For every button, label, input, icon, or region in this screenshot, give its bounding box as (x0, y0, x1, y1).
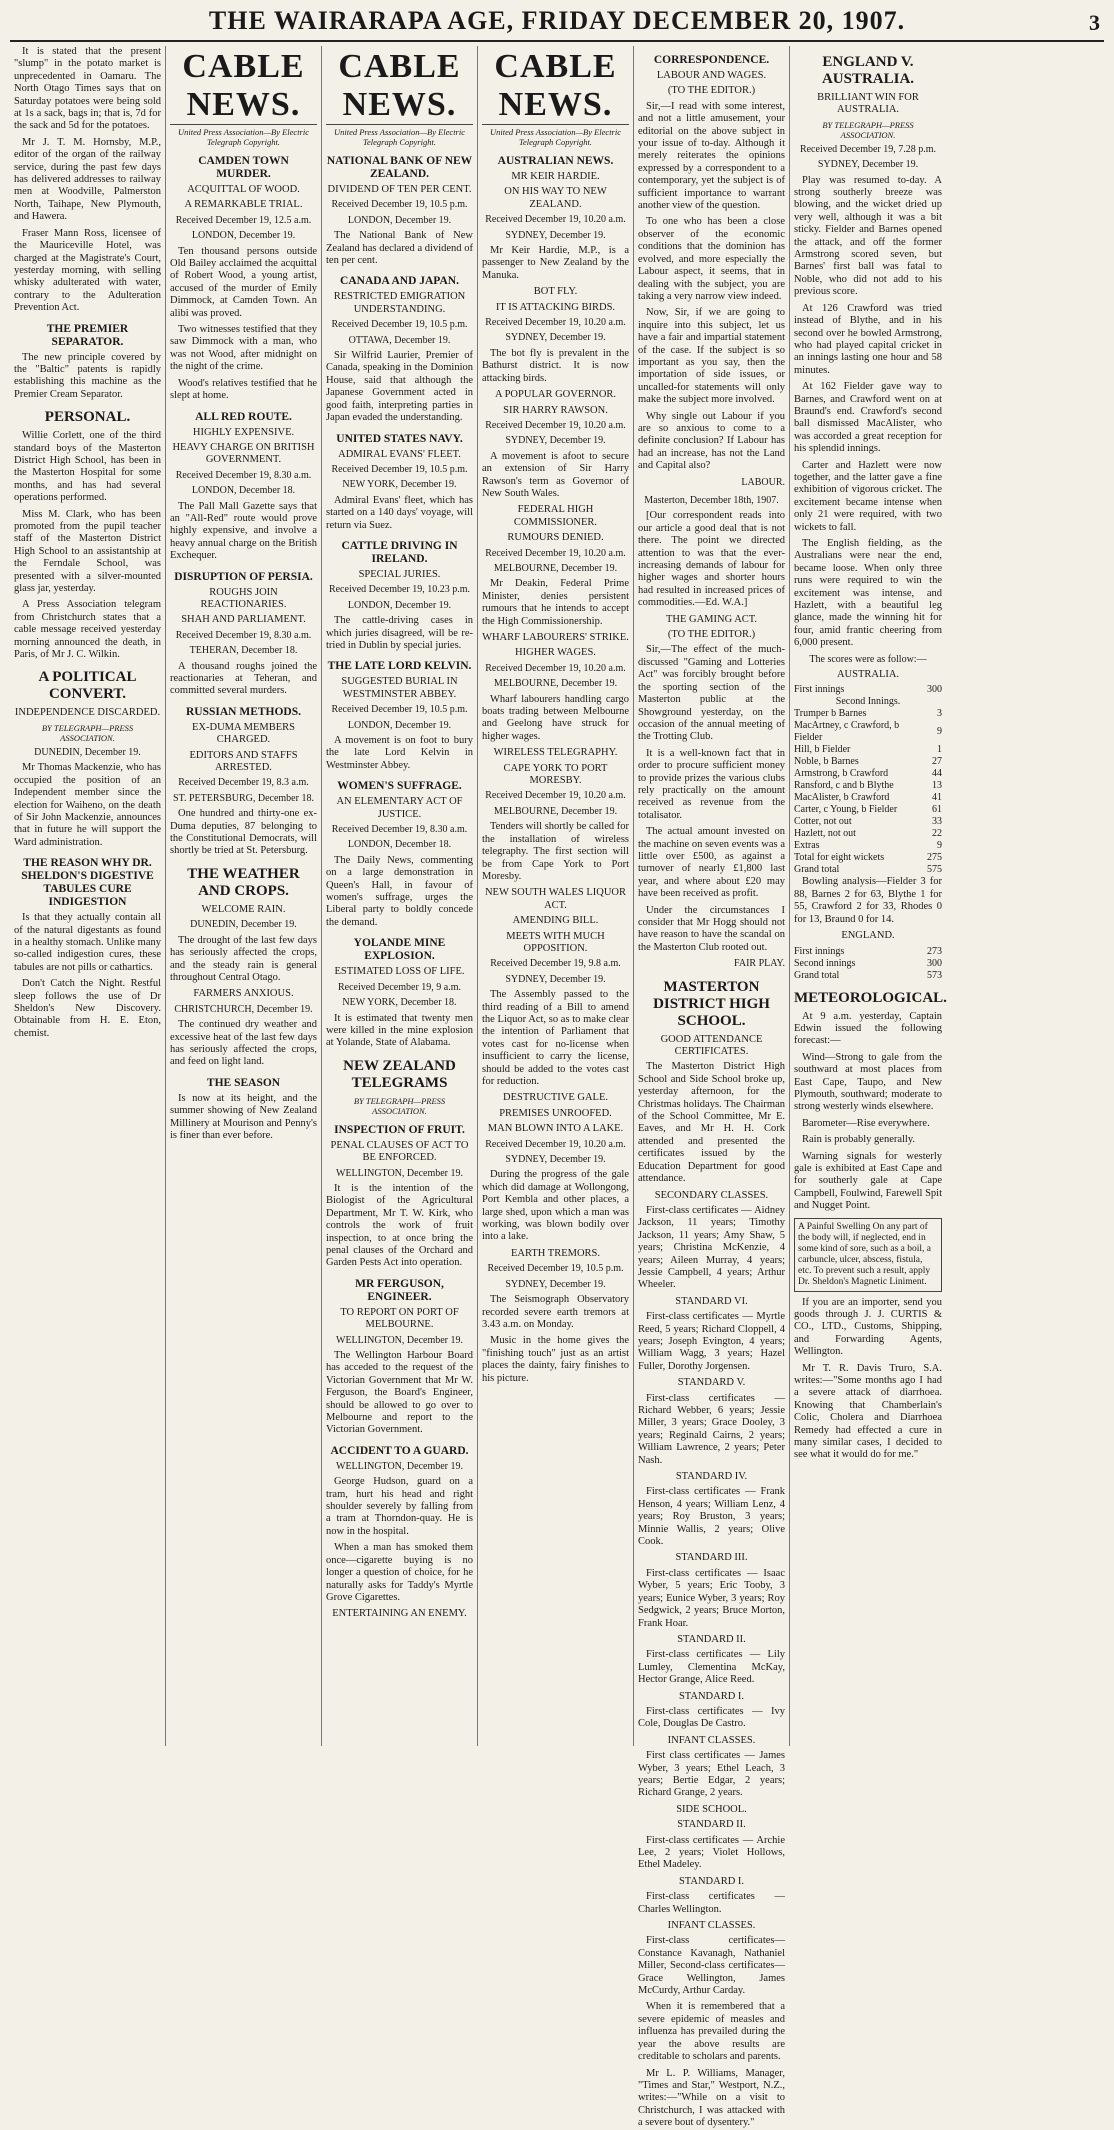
dateline: SYDNEY, December 19. (505, 435, 606, 447)
heading-correspondence: CORRESPONDENCE. (653, 54, 770, 66)
subheading: (TO THE EDITOR.) (667, 85, 756, 97)
subheading: CAPE YORK TO PORT MORESBY. (503, 762, 608, 787)
article-hornsby: Mr J. T. M. Hornsby, M.P., editor of the organ of the railway service, during the past few days has delivered addresses to railway men at Woodville, Palmerston North, Taihape, New Plymouth, and Hawera. (14, 136, 161, 223)
heading-canada-japan: CANADA AND JAPAN. (340, 275, 459, 288)
column-3 (322, 46, 478, 1746)
subheading: SHAH AND PARLIAMENT. (181, 614, 306, 626)
subheading: BOT FLY. (533, 286, 578, 298)
received-line: Received December 19, 10.20 a.m. (485, 1138, 626, 1150)
dateline: MELBOURNE, December 19. (493, 805, 618, 817)
letter-body: Under the circumstances I consider that Mr Hogg should not have reason to have the scandal on the Masterton Club rooted out. (638, 904, 785, 953)
subheading: ON HIS WAY TO NEW ZEALAND. (504, 186, 607, 210)
class-heading: STANDARD II. (677, 1819, 746, 1831)
row-value: 575 (927, 864, 942, 876)
subheading: EARTH TREMORS. (510, 1247, 601, 1259)
credit-line: United Press Association—By Electric Telegraph Copyright. (177, 127, 310, 147)
class-heading: SECONDARY CLASSES. (654, 1189, 769, 1201)
received-line: Received December 19, 10.20 a.m. (485, 790, 626, 802)
forecast-body: Warning signals for westerly gale is exhibited at East Cape and for southerly gale at Cape Campbell, Foulwind, Farewell Spit and Nugget Point. (794, 1150, 942, 1212)
article-body: Tenders will shortly be called for the installation of wireless telegraphy. The first section will be from Cape York to Port Moresby. (482, 821, 629, 882)
dateline: SYDNEY, December 19. (505, 1154, 606, 1166)
dateline: WELLINGTON, December 19. (336, 1334, 463, 1346)
row-value: 300 (927, 957, 942, 969)
ad-curtis: If you are an importer, send you goods through J. J. CURTIS & CO., LTD., Customs, Shipping, and Forwarding Agents, Wellington. (794, 1296, 942, 1358)
article-mackenzie: Mr Thomas Mackenzie, who has occupied the position of an Independent member since the election for Waiheno, on the death of Sir John Mackenzie, announces that in future he will support the Ward administration. (14, 762, 161, 848)
banner-cable-news: CABLE NEWS. (170, 48, 317, 125)
class-heading: STANDARD VI. (675, 1295, 748, 1307)
article-body: Ten thousand persons outside Old Bailey acclaimed the acquittal of Robert Wood, a young artist, accused of the murder of Emily Dimmock, at Camden Town. An alibi was proved. (170, 245, 317, 319)
credit-line: BY TELEGRAPH—PRESS ASSOCIATION. (41, 722, 134, 743)
subheading: THE GAMING ACT. (665, 613, 758, 625)
subheading: DIVIDEND OF TEN PER CENT. (327, 184, 472, 195)
article-body: Sir Wilfrid Laurier, Premier of Canada, speaking in the Dominion House, said that although the Japanese Government acted in good faith, interpreting parties in Japan evaded the understanding. (326, 350, 473, 424)
column-1 (10, 46, 166, 1746)
subheading: LABOUR AND WAGES. (656, 70, 767, 81)
article-potato-slump: It is stated that the present "slump" in the potato market is unprecedented in Oamaru. The North Otago Times says that on Saturday potatoes were being sold at 1s a sack, bags in; that is, 7d for the sack and 5d for the potatoes. (14, 46, 161, 132)
scores-intro: The scores were as follow:— (809, 653, 927, 665)
dateline: LONDON, December 18. (191, 485, 296, 497)
forecast-body: Wind—Strong to gale from the southward at most places from East Cape, Taupo, and New Plymouth, southward; moderate to strong westerly winds elsewhere. (794, 1051, 942, 1113)
received-line: Received December 19, 8.3 a.m. (178, 777, 309, 789)
dateline: OTTAWA, December 19. (348, 334, 451, 346)
heading-season: THE SEASON (206, 1076, 281, 1089)
class-heading: SIDE SCHOOL. (676, 1803, 747, 1815)
banner-cable-news: CABLE NEWS. (326, 48, 473, 125)
table-row (794, 804, 942, 816)
batsman-name: Hill, b Fielder (794, 744, 851, 756)
certificate-list: First-class certificates—Constance Kavanagh, Nathaniel Miller, Second-class certificates—Grace Wellington, James McCurdy, Arthur Carday. (638, 1935, 785, 1997)
dateline: SYDNEY, December 19. (505, 973, 606, 985)
row-label: First innings (794, 945, 845, 957)
article-corlett: Willie Corlett, one of the third standard boys of the Masterton District High School, has been in the Masterton Hospital for some months, and has had several operations performed. (14, 430, 161, 504)
heading-political-convert: A POLITICAL CONVERT. (38, 669, 137, 703)
class-heading: INFANT CLASSES. (667, 1920, 756, 1932)
batsman-name: Ransford, c and b Blythe (794, 780, 894, 792)
subheading: EX-DUMA MEMBERS CHARGED. (192, 721, 295, 746)
batsman-name: MacAlister, b Crawford (794, 792, 890, 804)
article-body: Wharf labourers handling cargo boats trading between Melbourne and Geelong have struck for higher wages. (482, 693, 629, 742)
received-line: Received December 19, 10.20 a.m. (485, 547, 626, 559)
subheading: BRILLIANT WIN FOR AUSTRALIA. (817, 92, 919, 116)
subheading: (TO THE EDITOR.) (667, 629, 756, 641)
received-line: Received December 19, 10.5 p.m. (331, 463, 468, 475)
subheading: A POPULAR GOVERNOR. (494, 389, 617, 401)
heading-premier-separator: THE PREMIER SEPARATOR. (46, 322, 129, 348)
row-label: First innings (794, 684, 845, 696)
subheading: MR KEIR HARDIE. (511, 171, 600, 182)
letter-body: To one who has been a close observer of the economic conditions that the dominion has evolved, and more especially the Labour aspect, it seems, that in dealing with the subject, you are taking a very narrow view indeed. (638, 216, 785, 302)
batsman-runs: 44 (932, 768, 942, 780)
subheading: HIGHLY EXPENSIVE. (192, 426, 295, 438)
subheading: A REMARKABLE TRIAL. (184, 199, 303, 211)
letter-body: It is a well-known fact that in order to procure sufficient money to provide prizes the various clubs rely practically on the amount received as revenue from the totalisator. (638, 747, 785, 821)
subheading: PENAL CLAUSES OF ACT TO BE ENFORCED. (330, 1139, 469, 1164)
class-heading: STANDARD II. (677, 1633, 746, 1645)
class-heading: INFANT CLASSES. (667, 1734, 756, 1746)
row-label: Total for eight wickets (794, 852, 885, 864)
table-row (794, 756, 942, 768)
letter-body: Now, Sir, if we are going to inquire into this subject, let us have a fair and impartial statement of the case. If the subject is so important as you say, then the importation of side issues, or uncalled-for statements will only make the subject more involved. (638, 307, 785, 406)
heading-england-australia: ENGLAND V. AUSTRALIA. (821, 54, 915, 87)
forecast-body: At 9 a.m. yesterday, Captain Edwin issued the following forecast:— (794, 1010, 942, 1047)
article-body: A movement is on foot to bury the late Lord Kelvin in Westminster Abbey. (326, 735, 473, 771)
letter-body: Sir,—The effect of the much-discussed "Gaming and Lotteries Act" was forcibly brought before the sporting section of the Masterton public at the Showground yesterday, on the occasion of the annual meeting of the Trotting Club. (638, 644, 785, 743)
batsman-runs: 9 (937, 840, 942, 852)
received-line: Received December 19, 8.30 a.m. (175, 469, 312, 481)
article-clark: Miss M. Clark, who has been promoted from the pupil teacher staff of the Masterton District High School to an assistantship at the Ferndale School, was presented with a silver-mounted glass jar, yesterday. (14, 508, 161, 595)
forecast-body: Barometer—Rise everywhere. (802, 1117, 930, 1129)
table-row (794, 684, 942, 696)
batsman-name: Cotter, not out (794, 816, 852, 828)
dateline: LONDON, December 19. (347, 599, 452, 611)
received-line: Received December 19, 10.20 a.m. (485, 419, 626, 431)
article-wilkin: A Press Association telegram from Christchurch states that a cable message received yesterday morning announced the death, in Paris, of Mr J. C. Wilkin. (14, 599, 161, 661)
received-line: Received December 19, 8.30 a.m. (331, 824, 468, 836)
team-heading-england: ENGLAND. (841, 930, 895, 942)
table-row (794, 864, 942, 876)
batsman-name: Carter, c Young, b Fielder (794, 804, 898, 816)
article-ross-charge: Fraser Mann Ross, licensee of the Mauriceville Hotel, was charged at the Magistrate's Court, yesterday morning, with selling whisky adulterated with water, contrary to the Adulteration Prevention Act. (14, 227, 161, 314)
article-body: Mr Deakin, Federal Prime Minister, denies persistent rumours that he intends to accept the High Commissionership. (482, 578, 629, 627)
article-body: The Daily News, commenting on a large demonstration in Queen's Hall, in favour of women's suffrage, urges the Liberal party to boldly concede the demand. (326, 854, 473, 928)
dateline: LONDON, December 19. (347, 214, 452, 226)
batsman-runs: 61 (932, 804, 942, 816)
batsman-runs: 33 (932, 816, 942, 828)
table-row (794, 768, 942, 780)
team-heading-australia: AUSTRALIA. (836, 669, 900, 681)
dateline: SYDNEY, December 19. (505, 1278, 606, 1290)
ad-music: Music in the home gives the "finishing touch" just as an artist places the dainty, fairy finishes to his picture. (482, 1335, 629, 1384)
certificate-list: First-class certificates — Lily Lumley, Clementina McKay, Hector Grange, Alice Reed. (638, 1649, 785, 1686)
letter-signature: LABOUR. (741, 476, 785, 488)
heading-nz-telegrams: NEW ZEALAND TELEGRAMS (343, 1057, 456, 1091)
row-label: Grand total (794, 864, 840, 876)
dateline: SYDNEY, December 19. (817, 159, 919, 171)
banner-cable-news: CABLE NEWS. (482, 48, 629, 125)
table-row (794, 852, 942, 864)
heading-lord-kelvin: THE LATE LORD KELVIN. (327, 660, 472, 673)
heading-us-navy: UNITED STATES NAVY. (336, 432, 463, 445)
heading-australian-news: AUSTRALIAN NEWS. (497, 155, 614, 167)
subheading: ENTERTAINING AN ENEMY. (332, 1608, 467, 1620)
subheading: ACQUITTAL OF WOOD. (187, 184, 300, 195)
received-line: Received December 19, 10.5 p.m. (331, 704, 468, 716)
dateline: LONDON, December 18. (347, 839, 452, 851)
dateline: NEW YORK, December 18. (342, 997, 457, 1009)
article-body: Play was resumed to-day. A strong southerly breeze was blowing, and the wicket dried up very well, although it was a bit sticky. Fielder and Barnes opened the attack, and off the former Armstrong scored seven, but Barnes' first ball was fatal to Noble, who did not add to his previous score. (794, 174, 942, 298)
scoreboard-england (794, 946, 942, 982)
table-row (794, 970, 942, 982)
subheading: SUGGESTED BURIAL IN WESTMINSTER ABBEY. (341, 676, 458, 700)
dateline: MELBOURNE, December 19. (493, 562, 618, 574)
heading-russian-methods: RUSSIAN METHODS. (185, 705, 302, 718)
editor-note: [Our correspondent reads into our article a good deal that is not there. The point we directed attention to was that the ever-increasing demands of labour for higher wages and shorter hours had resulted in increased prices of commodities.—Ed. W.A.] (638, 510, 785, 609)
class-heading: STANDARD III. (675, 1552, 748, 1564)
table-row (794, 780, 942, 792)
certificate-list: First-class certificates — Frank Henson, 4 years; William Lenz, 4 years; Roy Bruston, 3 years; Minnie Wallis, 2 years; Olive Cook. (638, 1486, 785, 1548)
subheading: WHARF LABOURERS' STRIKE. (482, 632, 629, 643)
subheading: DESTRUCTIVE GALE. (503, 1092, 608, 1104)
subheading: SPECIAL JURIES. (358, 568, 441, 580)
table-row (794, 946, 942, 958)
received-line: Received December 19, 10.5 p.m. (331, 199, 468, 211)
certificate-list: First-class certificates — Richard Webber, 6 years; Jessie Miller, 3 years; Grace Dooley, 3 years; Reginald Cairns, 2 years; William Lawrence, 2 years; Peter Nash. (638, 1392, 785, 1466)
batsman-name: Hazlett, not out (794, 828, 856, 840)
received-line: Received December 19, 10.23 p.m. (328, 584, 471, 596)
class-heading: STANDARD I. (678, 1875, 745, 1887)
batsman-runs: 1 (937, 744, 942, 756)
ad-cigarettes: When a man has smoked them once—cigarette buying is no longer a question of choice, for he naturally asks for Taddy's Myrtle Grove Cigarettes. (326, 1542, 473, 1603)
table-row (794, 708, 942, 720)
certificate-list: First-class certificates — Isaac Wyber, 5 years; Eric Tooby, 3 years; Eunice Wyber, 3 years; Roy Sedgwick, 2 years; Bruce Morton, Frank Hoar. (638, 1567, 785, 1629)
ad-millinery: Is now at its height, and the summer showing of New Zealand Millinery at Mourison and Penny's is finer than ever before. (170, 1092, 317, 1141)
dateline: WELLINGTON, December 19. (336, 1167, 463, 1179)
heading-high-school: MASTERTON DISTRICT HIGH SCHOOL. (653, 978, 770, 1029)
ad-sheldon-discovery: Don't Catch the Night. Restful sleep follows the use of Dr Sheldon's New Discovery. Obtainable from H. E. Eton, chemist. (14, 978, 161, 1039)
batsman-runs: 13 (932, 780, 942, 792)
subheading: RESTRICTED EMIGRATION UNDERSTANDING. (333, 291, 466, 315)
letter-signature: FAIR PLAY. (734, 958, 785, 970)
heading-sheldon-tabules: THE REASON WHY DR. SHELDON'S DIGESTIVE TABULES CURE INDIGESTION (21, 857, 154, 909)
heading-yolande-mine: YOLANDE MINE EXPLOSION. (353, 937, 446, 963)
masthead-title: THE WAIRARAPA AGE, FRIDAY DECEMBER 20, 1907. (208, 6, 906, 35)
subheading-independence: INDEPENDENCE DISCARDED. (14, 707, 161, 719)
ad-sheldon-tabules: Is that they actually contain all of the natural digestants as found in a healthy stomach. Unlike many so-called indigestion cures, these tabules are not pills or cathartics. (14, 912, 161, 973)
subheading: AMENDING BILL. (512, 915, 599, 927)
column-5 (634, 46, 790, 2129)
subheading: ADMIRAL EVANS' FLEET. (338, 448, 461, 460)
article-body: The Wellington Harbour Board has acceded to the request of the Victorian Government that Mr W. Ferguson, the Board's Engineer, should be allowed to go over to Melbourne and report to the Victorian Government. (326, 1350, 473, 1436)
subheading: RUMOURS DENIED. (507, 532, 604, 544)
table-row (794, 744, 942, 756)
batsman-name: Trumper b Barnes (794, 708, 867, 720)
heading-cattle-driving: CATTLE DRIVING IN IRELAND. (341, 539, 458, 565)
subheading: ESTIMATED LOSS OF LIFE. (334, 966, 465, 978)
letter-date: Masterton, December 18th, 1907. (644, 495, 779, 506)
page-number: 3 (1089, 10, 1100, 35)
certificate-list: First-class certificates — Aidney Jackson, 11 years; Timothy Jackson, 11 years; Amy Shaw, 5 years; Christina McKenzie, 4 years; Aileen Murray, 4 years; Jessie Campbell, 4 years; Arthur Wheeler. (638, 1204, 785, 1291)
table-row (794, 958, 942, 970)
article-body: The Masterton District High School and Side School broke up, yesterday afternoon, for the Christmas holidays. The Chairman of the School Committee, Mr E. Eaves, and Mr H. H. Cork attended and presented the certificates issued by the Education Department for good attendance. (638, 1061, 785, 1185)
subheading: TO REPORT ON PORT OF MELBOURNE. (340, 1306, 459, 1331)
ad-testimonial: Mr L. P. Williams, Manager, "Times and Star," Westport, N.Z., writes:—"While on a visit to Christchurch, I was attacked with a severe bout of dysentery." (638, 2067, 785, 2129)
received-line: Received December 19, 8.30 a.m. (175, 629, 312, 641)
dateline: SYDNEY, December 19. (505, 332, 606, 344)
batsman-runs: 27 (932, 756, 942, 768)
article-body: It is estimated that twenty men were killed in the mine explosion at Yolande, State of Alabama. (326, 1012, 473, 1049)
column-6 (790, 46, 946, 1746)
dateline: MELBOURNE, December 19. (493, 678, 618, 690)
subheading: EDITORS AND STAFFS ARRESTED. (189, 749, 298, 774)
heading-womens-suffrage: WOMEN'S SUFFRAGE. (337, 780, 462, 793)
batsman-runs: 22 (932, 828, 942, 840)
batsman-name: Extras (794, 840, 820, 852)
dateline: WELLINGTON, December 19. (336, 1460, 463, 1472)
dateline: CHRISTCHURCH, December 19. (174, 1003, 313, 1015)
batsman-runs: 41 (932, 792, 942, 804)
dateline: TEHERAN, December 18. (189, 645, 298, 657)
article-body: During the progress of the gale which did damage at Wollongong, Port Kembla and other places, a large shed, upon which a man was working, was blown bodily over into a lake. (482, 1169, 629, 1243)
dateline: SYDNEY, December 19. (505, 229, 606, 241)
subheading: NEW SOUTH WALES LIQUOR ACT. (484, 887, 627, 911)
dateline: LONDON, December 19. (191, 230, 296, 242)
article-body: Carter and Hazlett were now together, and the latter gave a fine exhibition of vigorous cricket. The excitement became intense when only 21 were required, with two wickets to fall. (794, 459, 942, 533)
dateline: LONDON, December 19. (347, 719, 452, 731)
article-body: The cattle-driving cases in which juries disagreed, will be re-tried in Dublin by special juries. (326, 615, 473, 651)
heading-all-red-route: ALL RED ROUTE. (195, 410, 292, 423)
subheading: GOOD ATTENDANCE CERTIFICATES. (660, 1033, 763, 1058)
subheading: MEETS WITH MUCH OPPOSITION. (506, 930, 605, 954)
ad-testimonial: Mr T. R. Davis Truro, S.A. writes:—"Some months ago I had a severe attack of diarrhoea. Knowing that Chamberlain's Colic, Cholera and Diarrhoea Remedy had effected a cure in many similar cases, I decided to see what it would do for me." (794, 1362, 942, 1461)
article-body: A movement is afoot to secure an extension of Sir Harry Rawson's term as Governor of New South Wales. (482, 450, 629, 499)
row-value: 273 (927, 945, 942, 957)
class-heading: STANDARD IV. (675, 1471, 748, 1483)
row-value: 300 (927, 684, 942, 696)
credit-line: United Press Association—By Electric Telegraph Copyright. (333, 127, 466, 147)
dateline: ST. PETERSBURG, December 18. (173, 792, 314, 804)
article-body: The continued dry weather and excessive heat of the last few days has seriously affected the crops, and feed on light land. (170, 1019, 317, 1068)
batsman-name: Armstrong, b Crawford (794, 768, 889, 780)
heading-national-bank: NATIONAL BANK OF NEW ZEALAND. (326, 155, 473, 180)
batsman-name: Noble, b Barnes (794, 756, 859, 768)
row-value: 573 (927, 969, 942, 981)
article-body: The National Bank of New Zealand has declared a dividend of ten per cent. (326, 230, 473, 267)
article-body: The Pall Mall Gazette says that an "All-Red" route would prove highly expensive, and involve a heavy annual charge on the British Exchequer. (170, 500, 317, 562)
letter-body: Why single out Labour if you are so anxious to come to a definite conclusion? If Labour has had an increase, has not the Land and Capital also? (638, 410, 785, 472)
subheading: FEDERAL HIGH COMMISSIONER. (513, 504, 598, 528)
scoreboard-australia (794, 684, 942, 876)
class-heading: STANDARD I. (678, 1690, 745, 1702)
credit-line: BY TELEGRAPH—PRESS ASSOCIATION. (353, 1095, 446, 1116)
subheading: AN ELEMENTARY ACT OF JUSTICE. (336, 796, 463, 820)
received-line: Received December 19, 12.5 a.m. (175, 214, 312, 226)
article-body: The English fielding, as the Australians were near the end, became loose. When only three runs were required to win the excitement was intense, and Hazlett, with a beautiful leg glance, made the winning hit for four, amid frantic cheering from 6,000 present. (794, 538, 942, 649)
dateline: DUNEDIN, December 19. (34, 746, 141, 758)
dateline: DUNEDIN, December 19. (190, 919, 297, 931)
article-body: The bot fly is prevalent in the Bathurst district. It is now attacking birds. (482, 347, 629, 384)
table-row (794, 720, 942, 744)
column-2 (166, 46, 322, 1746)
heading-persia: DISRUPTION OF PERSIA. (174, 570, 313, 583)
certificate-list: First-class certificates — Charles Wellington. (638, 1891, 785, 1915)
received-line: Received December 19, 9.8 a.m. (490, 958, 621, 970)
subheading: ROUGHS JOIN REACTIONARIES. (200, 586, 287, 610)
row-label: Second innings (794, 957, 856, 969)
certificate-list: First-class certificates — Myrtle Reed, 5 years; Richard Cloppell, 4 years; Joseph Evington, 4 years; William Wagg, 3 years; Hazel Fuller, Dorothy Jorgensen. (638, 1311, 785, 1372)
article-body: The drought of the last few days has seriously affected the crops, and the steady rain is general throughout Central Otago. (170, 934, 317, 983)
subheading: MAN BLOWN INTO A LAKE. (487, 1123, 624, 1135)
article-body: The Seismograph Observatory recorded severe earth tremors at 3.43 a.m. on Monday. (482, 1294, 629, 1330)
article-body: Mr Keir Hardie, M.P., is a passenger to New Zealand by the Manuka. (482, 245, 629, 281)
received-line: Received December 19, 10.20 a.m. (485, 317, 626, 329)
subheading: IT IS ATTACKING BIRDS. (495, 301, 616, 313)
certificate-list: First-class certificates — Ivy Cole, Douglas De Castro. (638, 1705, 785, 1730)
heading-guard-accident: ACCIDENT TO A GUARD. (330, 1444, 469, 1457)
received-line: Received December 19, 10.5 p.m. (487, 1263, 624, 1275)
heading-camden-murder: CAMDEN TOWN MURDER. (198, 155, 289, 180)
table-row (794, 816, 942, 828)
credit-line: United Press Association—By Electric Telegraph Copyright. (489, 127, 622, 147)
received-line: Received December 19, 10.20 a.m. (485, 214, 626, 226)
row-value: 275 (927, 852, 942, 864)
article-body: Two witnesses testified that they saw Dimmock with a man, who was not Wood, after midnight on the night of the crime. (170, 324, 317, 373)
article-body: A thousand roughs joined the reactionaries at Teheran, and committed several murders. (170, 660, 317, 697)
subheading: PREMISES UNROOFED. (499, 1107, 612, 1119)
subheading: WIRELESS TELEGRAPHY. (493, 747, 618, 759)
article-body: At 126 Crawford was tried instead of Blythe, and in his second over he bowled Armstrong, who had played capital cricket in an innings lasting one hour and 58 minutes. (794, 302, 942, 376)
batsman-runs: 9 (937, 726, 942, 738)
row-label: Grand total (794, 969, 840, 981)
table-row (794, 828, 942, 840)
subheading: WELCOME RAIN. (201, 903, 286, 915)
ad-baltic-separator: The new principle covered by the "Baltic" patents is rapidly establishing this machine as the Premier Cream Separator. (14, 351, 161, 400)
received-line: Received December 19, 10.20 a.m. (485, 662, 626, 674)
heading-meteorological: METEOROLOGICAL. (794, 989, 947, 1006)
received-line: Received December 19, 7.28 p.m. (799, 143, 937, 155)
class-heading: STANDARD V. (677, 1377, 746, 1389)
article-body: Admiral Evans' fleet, which has started on a 140 days' voyage, will return via Suez. (326, 494, 473, 531)
article-body: When it is remembered that a severe epidemic of measles and influenza has prevailed during the year the above results are creditable to scholars and parents. (638, 2001, 785, 2063)
bowling-analysis: Bowling analysis—Fielder 3 for 88, Barnes 2 for 63, Blythe 1 for 55, Crawford 2 for 33, Rhodes 0 for 13, Braund 0 for 14. (794, 876, 942, 925)
batsman-name: MacArtney, c Crawford, b Fielder (794, 720, 900, 744)
columns (10, 46, 1104, 2129)
row-label: Second Innings. (835, 696, 901, 708)
received-line: Received December 19, 9 a.m. (337, 981, 461, 993)
certificate-list: First-class certificates — Archie Lee, 2 years; Violet Hollows, Ethel Madeley. (638, 1834, 785, 1871)
letter-body: Sir,—I read with some interest, and not a little amusement, your editorial on the above subject in your issue of to-day. Although it merely reiterates the opinions expressed by a correspondent to a contemporary, yet the subject is of sufficient importance to warrant another view of the question. (638, 100, 785, 212)
batsman-runs: 3 (937, 708, 942, 720)
heading-weather-crops: THE WEATHER AND CROPS. (187, 865, 300, 899)
table-row (794, 792, 942, 804)
masthead (10, 4, 1104, 42)
dateline: NEW YORK, December 19. (342, 479, 457, 491)
article-body: It is the intention of the Biologist of the Agricultural Department, Mr T. W. Kirk, who controls the work of fruit inspection, to at once bring the penal clauses of the Orchard and Garden Pests Act into operation. (326, 1182, 473, 1269)
column-4 (478, 46, 634, 1746)
forecast-body: Rain is probably generally. (802, 1134, 916, 1146)
subheading: HEAVY CHARGE ON BRITISH GOVERNMENT. (172, 441, 315, 466)
subheading: FARMERS ANXIOUS. (193, 988, 294, 1000)
heading-ferguson: MR FERGUSON, ENGINEER. (355, 1277, 444, 1303)
letter-body: The actual amount invested on the machine on seven events was a little over £500, as against a turnover of nearly £1,800 last year, and where about £20 may have been received as profit. (638, 826, 785, 900)
certificate-list: First class certificates — James Wyber, 3 years; Ethel Leach, 3 years; Bertie Edgar, 2 years; Richard Grange, 2 years. (638, 1750, 785, 1799)
heading-personal: PERSONAL. (44, 409, 131, 426)
credit-line: BY TELEGRAPH—PRESS ASSOCIATION. (822, 119, 914, 140)
subheading: HIGHER WAGES. (515, 647, 596, 659)
subheading: SIR HARRY RAWSON. (503, 404, 608, 416)
table-row (794, 696, 942, 708)
article-body: At 162 Fielder gave way to Barnes, and Crawford went on at Braund's end. Crawford's second ball dismissed MacAlister, who was accorded a great reception for his splendid innings. (794, 381, 942, 455)
article-body: One hundred and thirty-one ex-Duma deputies, 87 belonging to the Constitutional Democrats, will shortly be tried at St. Petersburg. (170, 808, 317, 857)
ad-painful-swelling: A Painful Swelling On any part of the body will, if neglected, end in some kind of sore, such as a boil, a carbuncle, ulcer, abscess, fistula, etc. To prevent such a result, apply Dr. Sheldon's Magnetic Liniment. (794, 1218, 942, 1292)
article-body: Wood's relatives testified that he slept at home. (170, 377, 317, 402)
heading-fruit-inspection: INSPECTION OF FRUIT. (334, 1123, 465, 1136)
table-row (794, 840, 942, 852)
article-body: George Hudson, guard on a tram, hurt his head and right shoulder severely by falling from a tram at Thorndon-quay. He is now in the hospital. (326, 1476, 473, 1537)
article-body: The Assembly passed to the third reading of a Bill to amend the Liquor Act, so as to make clear the intention of Parliament that votes cast for no-license when insufficient to carry the license, should be added to the votes cast for reduction. (482, 989, 629, 1087)
received-line: Received December 19, 10.5 p.m. (331, 319, 468, 331)
